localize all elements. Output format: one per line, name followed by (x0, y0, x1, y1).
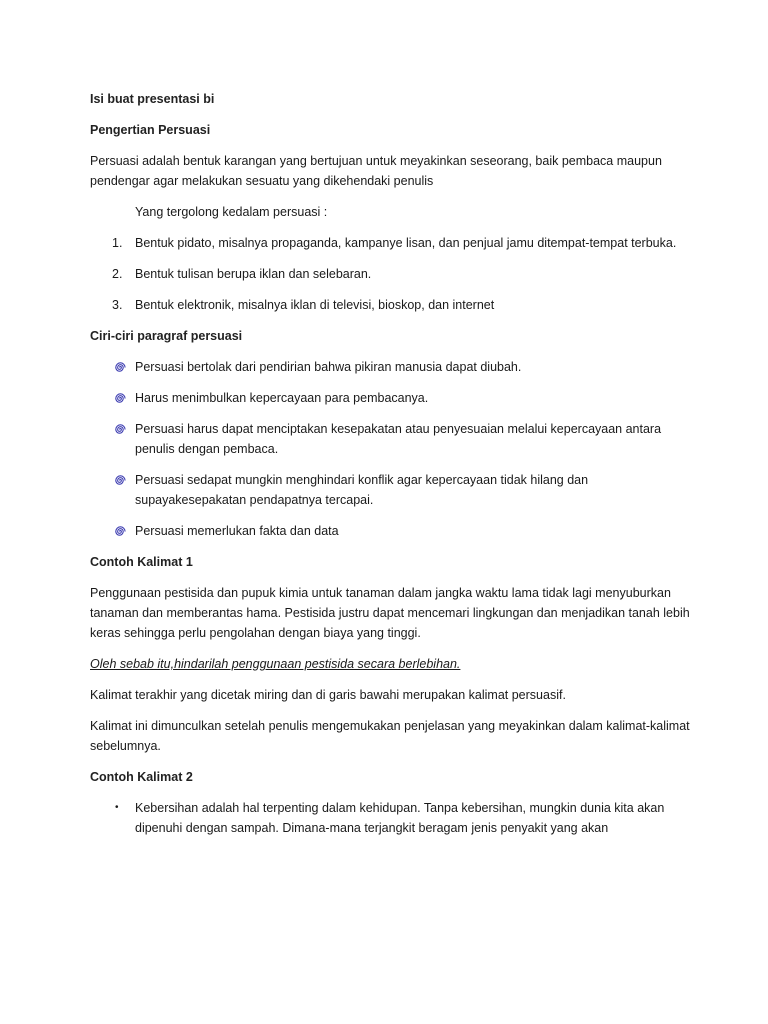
list-item (90, 357, 690, 377)
item-number: 2. (112, 267, 123, 281)
tergolong-label: Yang tergolong kedalam persuasi : (135, 205, 328, 219)
list-item-text: Persuasi sedapat mungkin menghindari konflik agar kepercayaan tidak hilang dan supayakesepakatan pendapatnya tercapai. (135, 473, 589, 507)
list-item-text: Kebersihan adalah hal terpenting dalam kehidupan. Tanpa kebersihan, mungkin dunia kita akan dipenuhi dengan sampah. Dimana-mana terjangkit beragam jenis penyakit yang akan (135, 801, 665, 835)
contoh-1-paragraph: Penggunaan pestisida dan pupuk kimia untuk tanaman dalam jangka waktu lama tidak lagi menyuburkan tanaman dan memberantas hama. Pestisida justru dapat mencemari lingkungan dan menjadikan tanah lebih keras sehingga perlu pengolahan dengan biaya yang tinggi. (90, 586, 690, 640)
item-text: Bentuk elektronik, misalnya iklan di televisi, bioskop, dan internet (135, 298, 495, 312)
item-number: 1. (112, 236, 123, 250)
numbered-item (90, 233, 690, 253)
definition-paragraph: Persuasi adalah bentuk karangan yang bertujuan untuk meyakinkan seseorang, baik pembaca maupun pendengar agar melakukan sesuatu yang dikehendaki penulis (90, 154, 662, 188)
contoh-1-persuasive-sentence (90, 654, 690, 674)
list-item (90, 521, 690, 541)
list-item (90, 419, 690, 459)
list-item (90, 388, 690, 408)
list-item (90, 470, 690, 510)
spiral-bullet-icon (113, 474, 126, 487)
numbered-item (90, 264, 690, 284)
spiral-bullet-icon (113, 392, 126, 405)
list-item-text: Persuasi bertolak dari pendirian bahwa pikiran manusia dapat diubah. (135, 360, 522, 374)
document-body (90, 89, 690, 849)
item-number: 3. (112, 298, 123, 312)
persuasive-sentence-text: Oleh sebab itu,hindarilah penggunaan pestisida secara berlebihan. (90, 657, 461, 671)
heading-pengertian: Pengertian Persuasi (90, 123, 211, 137)
list-item (90, 798, 690, 838)
numbered-list (90, 233, 690, 315)
bullet-icon: • (115, 802, 119, 813)
contoh-1-note-1: Kalimat terakhir yang dicetak miring dan di garis bawahi merupakan kalimat persuasif. (90, 688, 566, 702)
heading-contoh-1: Contoh Kalimat 1 (90, 555, 193, 569)
heading-contoh-2: Contoh Kalimat 2 (90, 770, 193, 784)
document-title: Isi buat presentasi bi (90, 92, 215, 106)
ciri-list (90, 357, 690, 541)
numbered-item (90, 295, 690, 315)
spiral-bullet-icon (113, 525, 126, 538)
contoh-1-note-2: Kalimat ini dimunculkan setelah penulis mengemukakan penjelasan yang meyakinkan dalam kalimat-kalimat sebelumnya. (90, 719, 690, 753)
list-item-text: Harus menimbulkan kepercayaan para pembacanya. (135, 391, 429, 405)
list-item-text: Persuasi memerlukan fakta dan data (135, 524, 339, 538)
item-text: Bentuk pidato, misalnya propaganda, kampanye lisan, dan penjual jamu ditempat-tempat terbuka. (135, 236, 677, 250)
list-item-text: Persuasi harus dapat menciptakan kesepakatan atau penyesuaian melalui kepercayaan antara penulis dengan pembaca. (135, 422, 662, 456)
spiral-bullet-icon (113, 361, 126, 374)
spiral-bullet-icon (113, 423, 126, 436)
item-text: Bentuk tulisan berupa iklan dan selebaran. (135, 267, 372, 281)
heading-ciri: Ciri-ciri paragraf persuasi (90, 329, 243, 343)
